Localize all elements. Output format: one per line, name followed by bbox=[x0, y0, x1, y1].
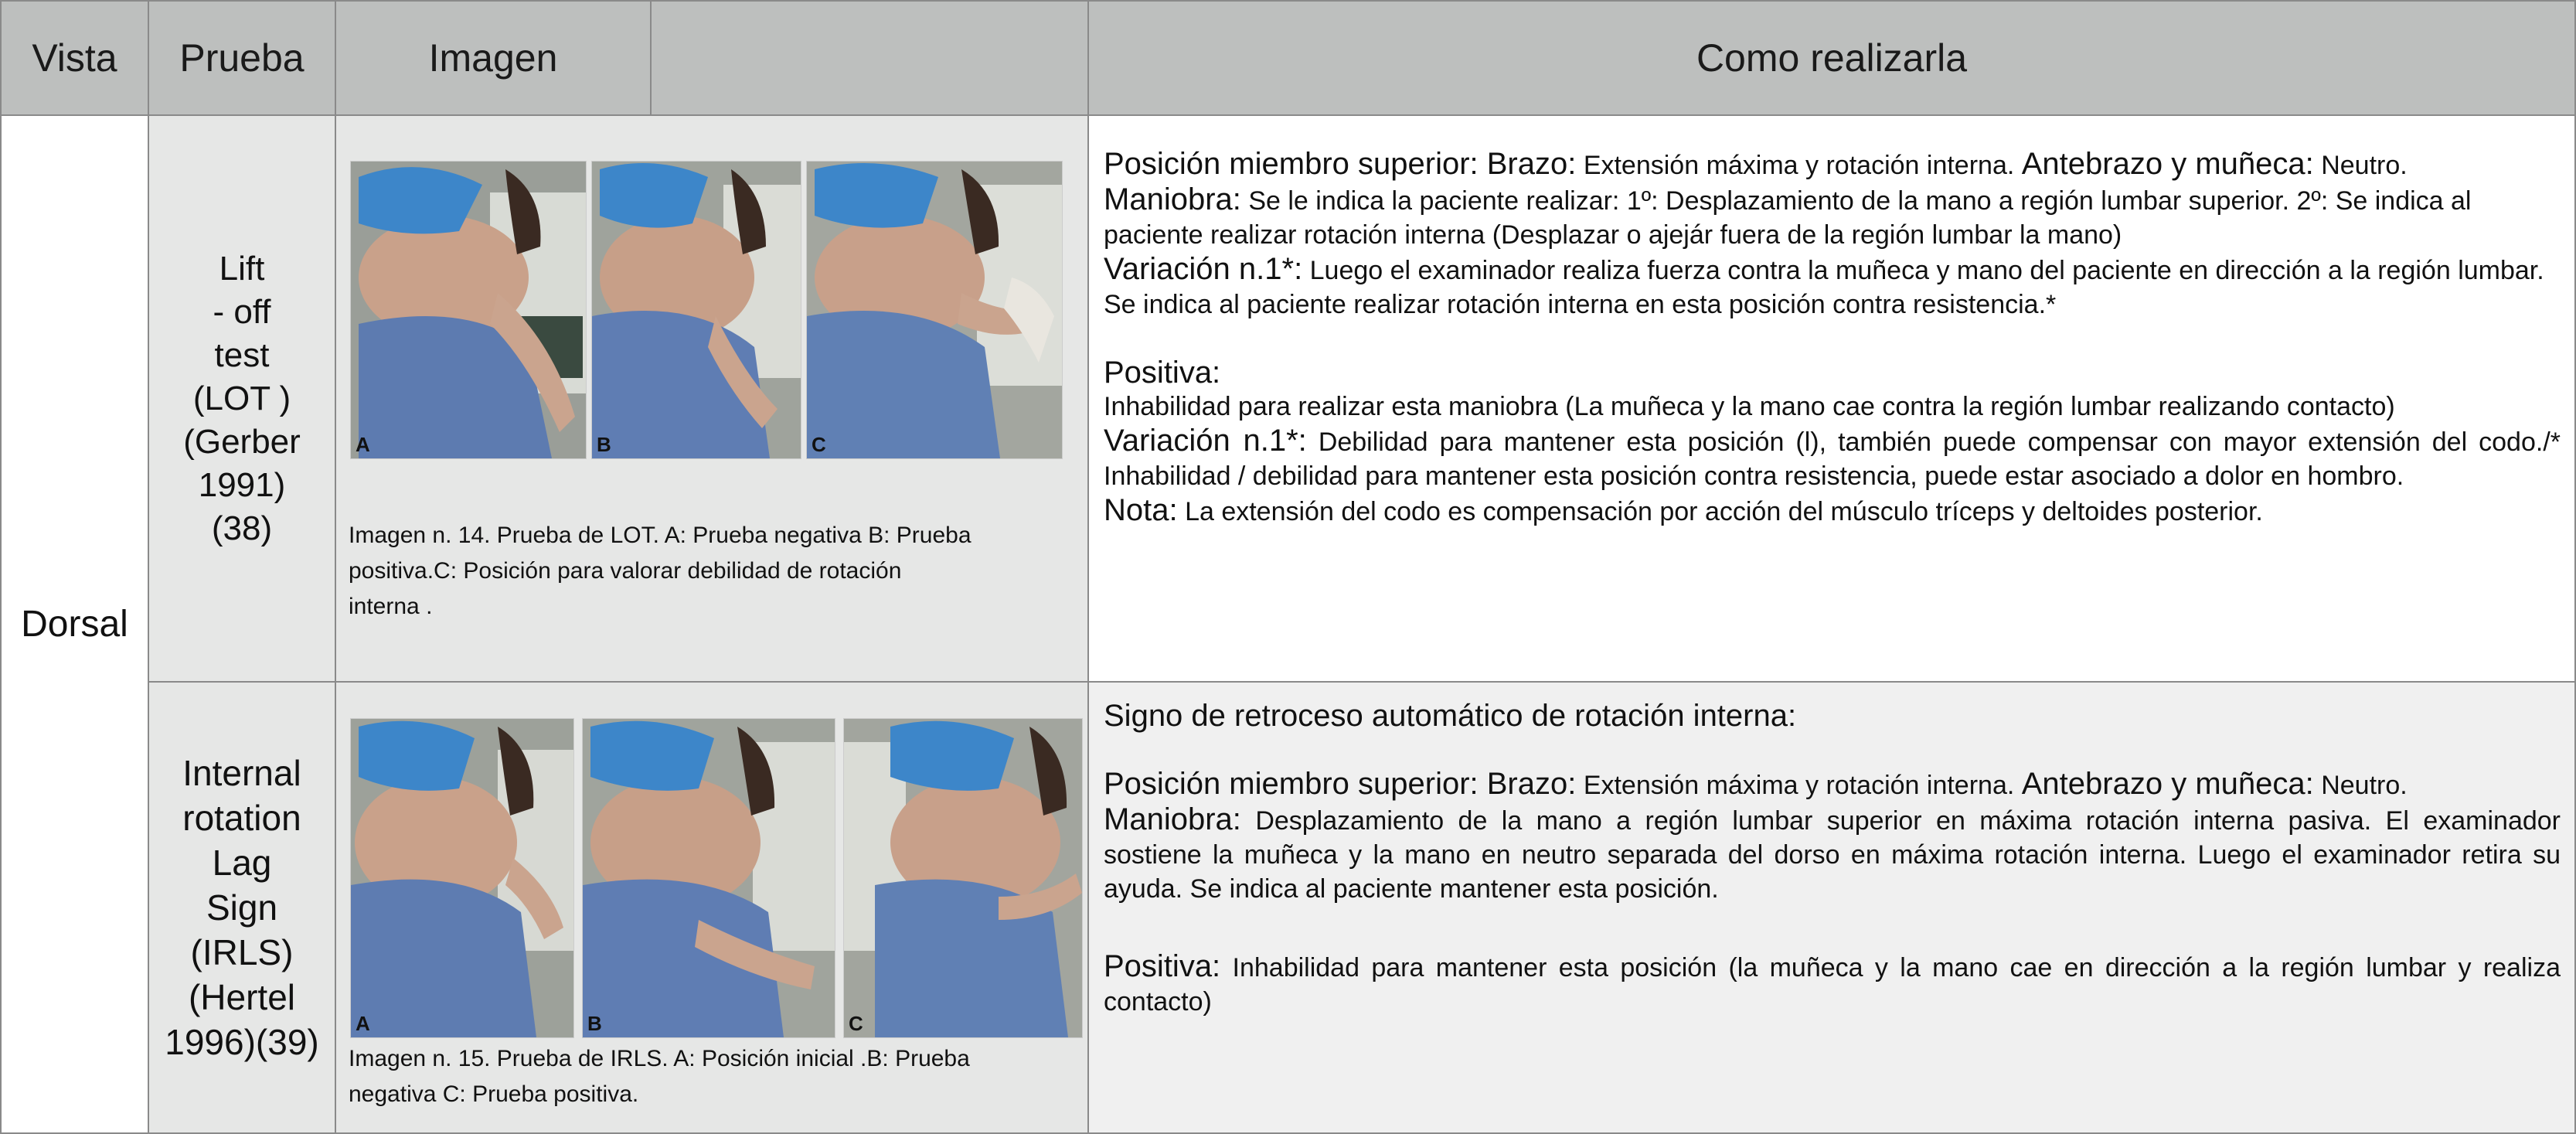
row2-photo-b-tag: B bbox=[587, 1012, 602, 1035]
row1-positiva-label: Positiva: bbox=[1104, 356, 1221, 390]
row1-photo-b bbox=[591, 161, 801, 459]
row1-positiva-text: Inhabilidad para realizar esta maniobra (La muñeca y la mano cae contra la región lumbar realizando contacto) bbox=[1104, 392, 2395, 421]
row2-photo-c-tag: C bbox=[849, 1012, 863, 1035]
row2-positiva: Positiva: Inhabilidad para mantener esta posición (la muñeca y la mano cae en dirección a la región lumbar y realiza contacto) bbox=[1104, 949, 2561, 1017]
row1-prueba-cell bbox=[148, 114, 336, 683]
row1-imagen-cell bbox=[335, 114, 1089, 683]
row2-photo-b bbox=[582, 718, 835, 1038]
row1-photo-a bbox=[350, 161, 587, 459]
row1-photo-c-tag: C bbox=[812, 433, 826, 456]
header-prueba: Prueba bbox=[148, 0, 336, 116]
row2-prueba-cell bbox=[148, 681, 336, 1134]
row2-signo: Signo de retroceso automático de rotación interna: bbox=[1104, 699, 1797, 733]
header-vista: Vista bbox=[0, 0, 149, 116]
row2-maniobra: Maniobra: Desplazamiento de la mano a región lumbar superior en máxima rotación interna pasiva. El examinador sostiene la muñeca y la mano en neutro separada del dorso en máxima rotación interna. Luego el examinador retira su ayuda. Se indica al paciente mantener esta posición. bbox=[1104, 802, 2561, 904]
row2-posicion: Posición miembro superior: Brazo: Extensión máxima y rotación interna. Antebrazo y muñeca: Neutro. bbox=[1104, 767, 2408, 801]
row1-test-name: Lift - off test (LOT ) (Gerber 1991) (38) bbox=[183, 249, 301, 547]
row1-maniobra: Maniobra: Se le indica la paciente realizar: 1º: Desplazamiento de la mano a región lumbar superior. 2º: Se indica al paciente realizar rotación interna (Desplazar o ajejár fuera de la región lumbar la mano) bbox=[1104, 182, 2472, 250]
vista-label: Dorsal bbox=[21, 604, 128, 645]
header-imagen: Imagen bbox=[335, 0, 652, 116]
row2-caption: Imagen n. 15. Prueba de IRLS. A: Posición inicial .B: Prueba negativa C: Prueba positiva. bbox=[349, 1046, 970, 1107]
row1-variacion: Variación n.1*: Luego el examinador realiza fuerza contra la muñeca y mano del paciente en dirección a la región lumbar. Se indica al paciente realizar rotación interna en esta posición contra resistencia.* bbox=[1104, 252, 2544, 319]
row1-variacion2: Variación n.1*: Debilidad para mantener esta posición (l), también puede compensar con mayor extensión del codo./* Inhabilidad / debilidad para mantener esta posición contra resistencia, puede estar asociado a dolor en hombro. bbox=[1104, 424, 2561, 491]
row1-caption: Imagen n. 14. Prueba de LOT. A: Prueba negativa B: Prueba positiva.C: Posición para valorar debilidad de rotación interna . bbox=[349, 523, 972, 619]
row2-test-name: Internal rotation Lag Sign (IRLS) (Hertel 1996)(39) bbox=[165, 753, 319, 1062]
vista-cell bbox=[0, 114, 149, 1134]
row1-photo-a-tag: A bbox=[356, 433, 370, 456]
row1-description bbox=[1104, 147, 2561, 529]
row1-nota: Nota: La extensión del codo es compensación por acción del músculo tríceps y deltoides posterior. bbox=[1104, 493, 2263, 527]
row1-photo-b-tag: B bbox=[597, 433, 611, 456]
header-como-realizarla: Como realizarla bbox=[1087, 0, 2576, 116]
row2-description bbox=[1104, 699, 2561, 1019]
row1-photo-c bbox=[806, 161, 1063, 459]
row2-imagen-cell bbox=[335, 681, 1089, 1134]
header-empty bbox=[650, 0, 1089, 116]
row1-posicion: Posición miembro superior: Brazo: Extensión máxima y rotación interna. Antebrazo y muñeca: Neutro. bbox=[1104, 147, 2408, 181]
row2-photo-a-tag: A bbox=[356, 1012, 370, 1035]
row2-photo-c bbox=[843, 718, 1083, 1038]
row2-photo-a bbox=[350, 718, 574, 1038]
